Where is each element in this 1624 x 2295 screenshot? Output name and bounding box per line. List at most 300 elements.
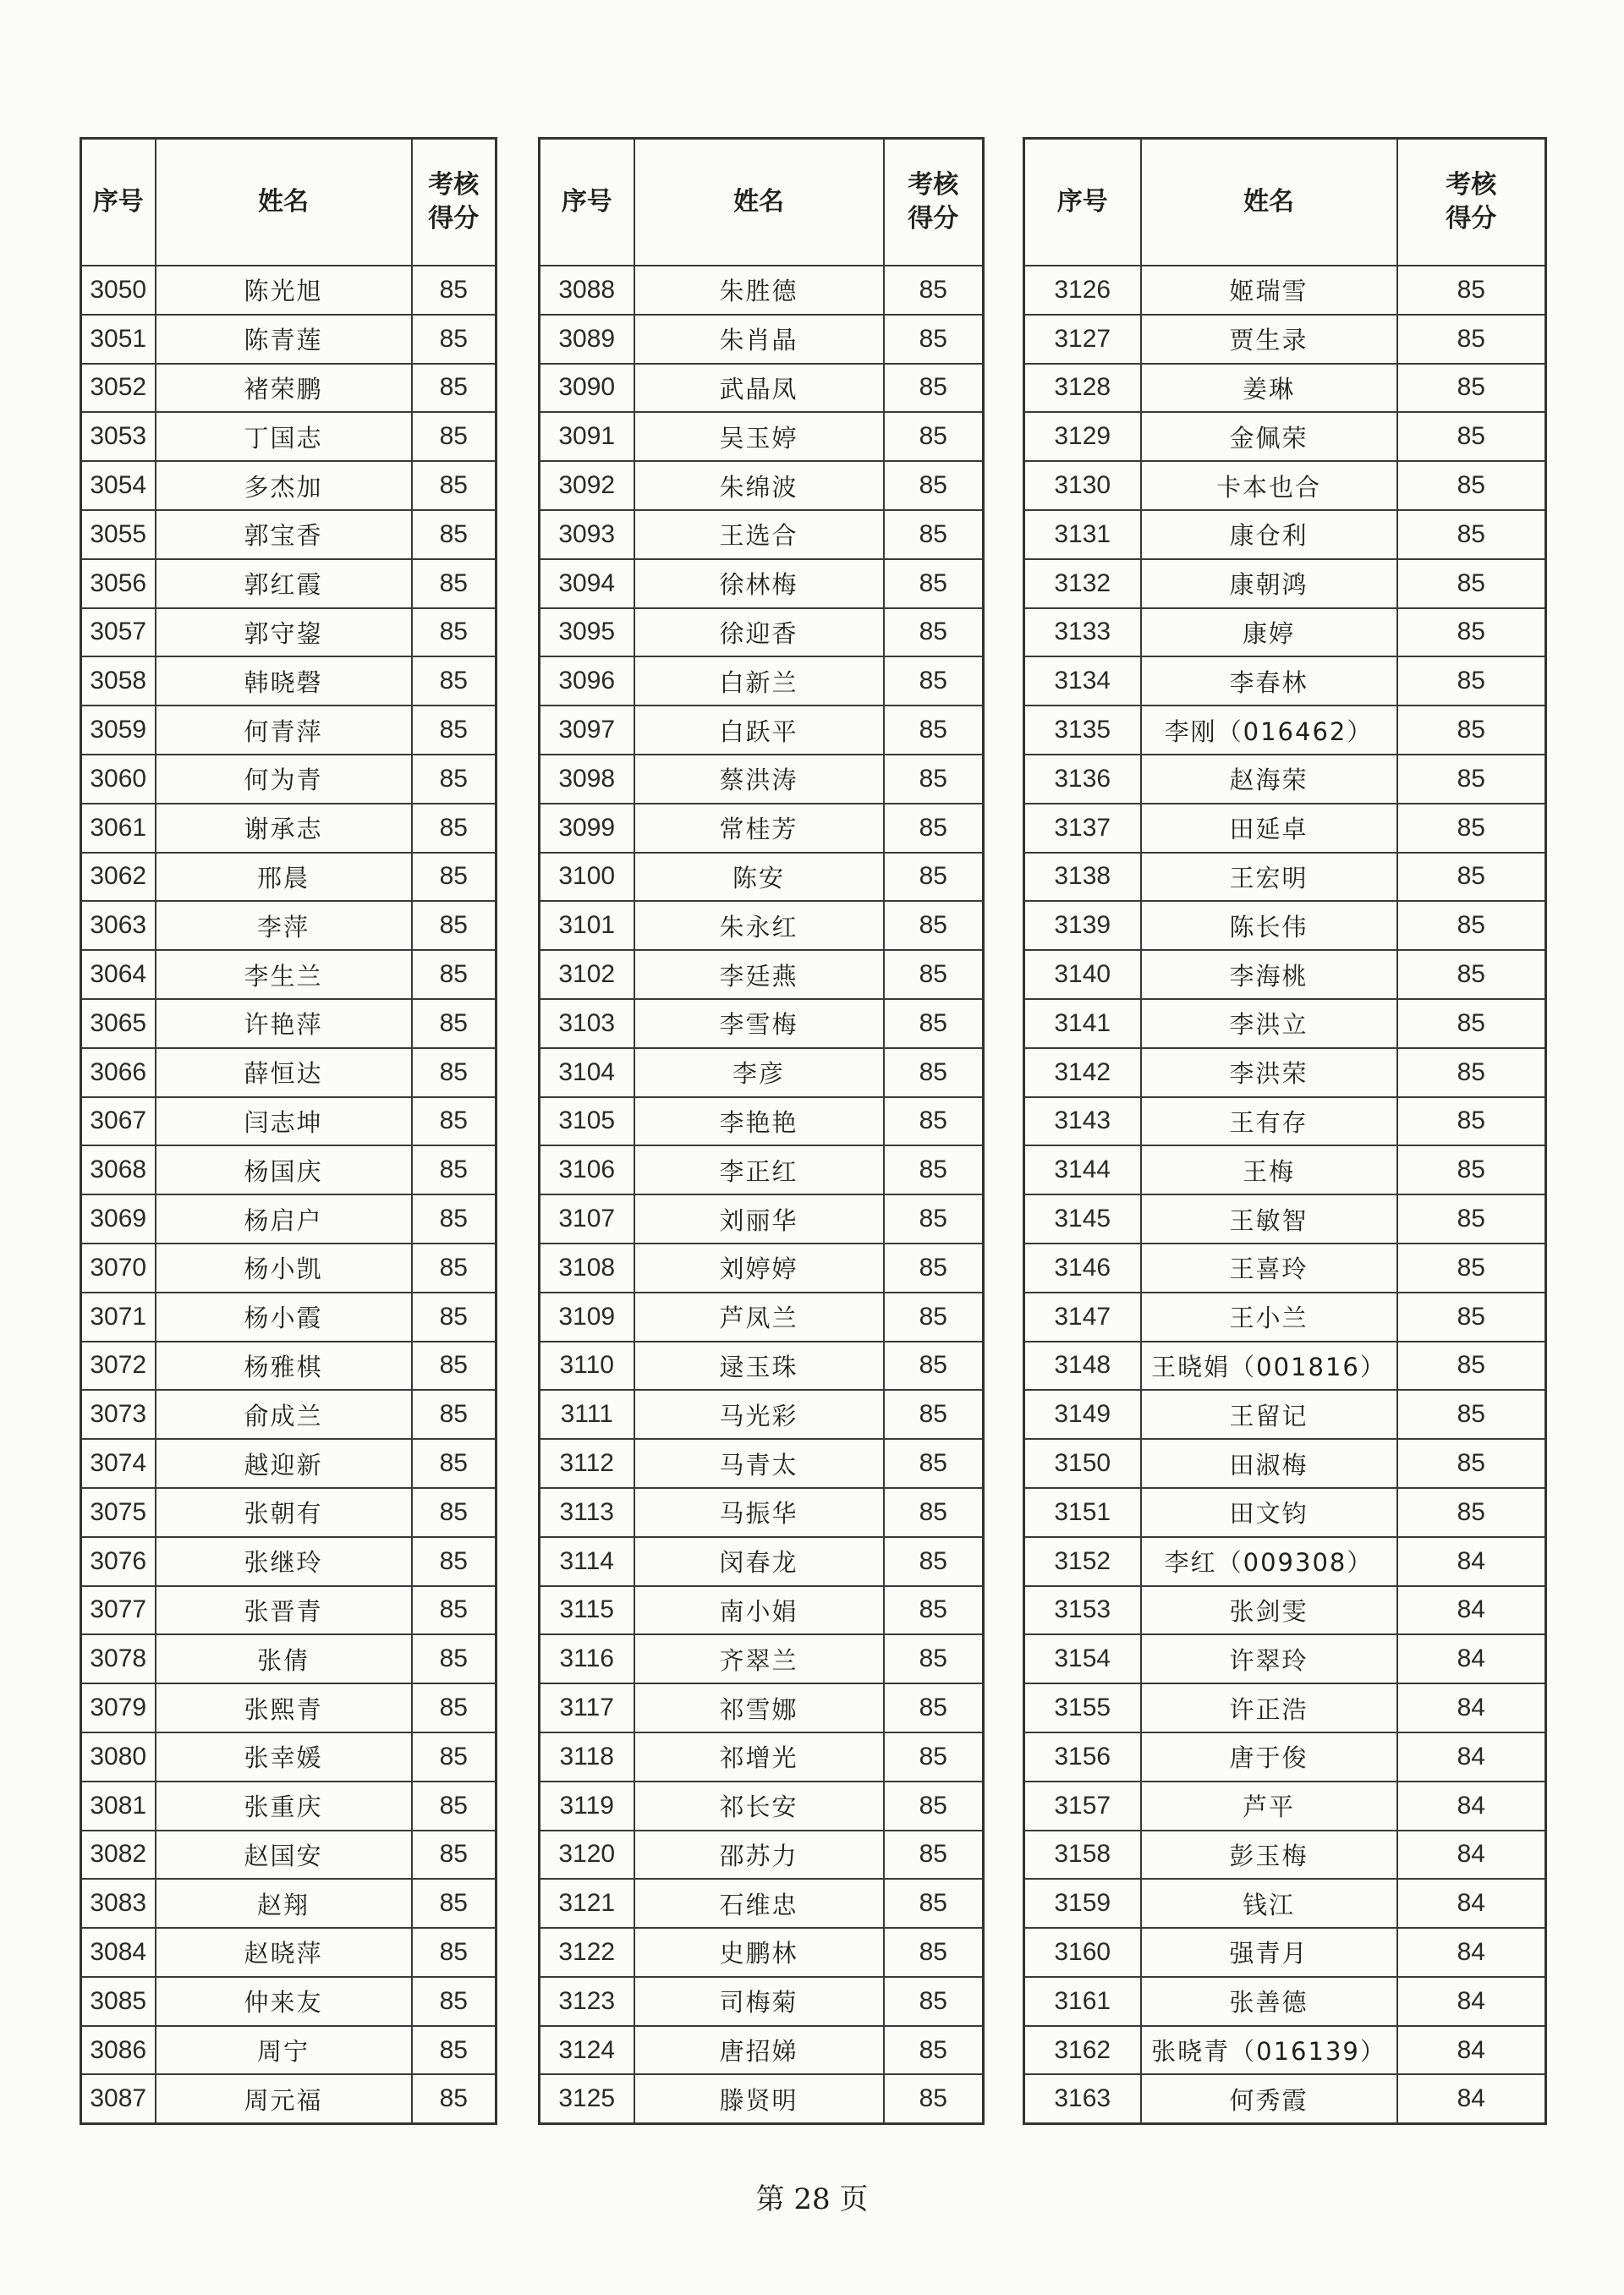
seq-cell: 3159 bbox=[1024, 1879, 1141, 1928]
table-row bbox=[81, 950, 497, 999]
name-cell: 何为青 bbox=[156, 755, 412, 804]
score-cell: 85 bbox=[1397, 804, 1546, 853]
score-cell: 85 bbox=[884, 1390, 984, 1439]
table-row bbox=[1024, 461, 1546, 510]
seq-cell: 3143 bbox=[1024, 1097, 1141, 1146]
name-cell: 杨小霞 bbox=[156, 1293, 412, 1342]
header-seq: 序号 bbox=[540, 139, 634, 266]
seq-cell: 3089 bbox=[540, 315, 634, 364]
seq-cell: 3106 bbox=[540, 1145, 634, 1194]
table-row bbox=[81, 315, 497, 364]
score-cell: 85 bbox=[412, 656, 497, 706]
name-cell: 李彦 bbox=[634, 1048, 884, 1097]
name-cell: 赵国安 bbox=[156, 1831, 412, 1880]
score-cell: 85 bbox=[884, 266, 984, 315]
name-cell: 赵海荣 bbox=[1141, 755, 1397, 804]
seq-cell: 3061 bbox=[81, 804, 156, 853]
name-cell: 芦平 bbox=[1141, 1782, 1397, 1831]
table-row bbox=[540, 1097, 984, 1146]
seq-cell: 3055 bbox=[81, 510, 156, 559]
score-cell: 85 bbox=[884, 804, 984, 853]
name-cell: 刘丽华 bbox=[634, 1194, 884, 1244]
score-cell: 85 bbox=[884, 1683, 984, 1732]
seq-cell: 3100 bbox=[540, 853, 634, 902]
seq-cell: 3077 bbox=[81, 1586, 156, 1635]
seq-cell: 3056 bbox=[81, 559, 156, 608]
score-cell: 85 bbox=[1397, 1048, 1546, 1097]
seq-cell: 3132 bbox=[1024, 559, 1141, 608]
table-row bbox=[81, 1244, 497, 1293]
name-cell: 田淑梅 bbox=[1141, 1439, 1397, 1488]
name-cell: 唐招娣 bbox=[634, 2026, 884, 2075]
seq-cell: 3068 bbox=[81, 1145, 156, 1194]
score-cell: 85 bbox=[412, 1537, 497, 1586]
name-cell: 李红（009308） bbox=[1141, 1537, 1397, 1586]
score-cell: 85 bbox=[884, 1488, 984, 1537]
table-row bbox=[540, 608, 984, 657]
seq-cell: 3145 bbox=[1024, 1194, 1141, 1244]
name-cell: 朱肖晶 bbox=[634, 315, 884, 364]
score-cell: 85 bbox=[412, 1928, 497, 1977]
name-cell: 韩晓磬 bbox=[156, 656, 412, 706]
seq-cell: 3129 bbox=[1024, 412, 1141, 461]
seq-cell: 3130 bbox=[1024, 461, 1141, 510]
score-cell: 85 bbox=[884, 1048, 984, 1097]
name-cell: 朱永红 bbox=[634, 901, 884, 950]
name-cell: 李廷燕 bbox=[634, 950, 884, 999]
seq-cell: 3120 bbox=[540, 1831, 634, 1880]
seq-cell: 3073 bbox=[81, 1390, 156, 1439]
score-cell: 85 bbox=[1397, 656, 1546, 706]
score-cell: 85 bbox=[884, 461, 984, 510]
table-row bbox=[540, 1439, 984, 1488]
table-row bbox=[540, 950, 984, 999]
table-row bbox=[81, 2074, 497, 2123]
seq-cell: 3078 bbox=[81, 1634, 156, 1683]
seq-cell: 3108 bbox=[540, 1244, 634, 1293]
score-cell: 85 bbox=[1397, 315, 1546, 364]
seq-cell: 3104 bbox=[540, 1048, 634, 1097]
score-cell: 85 bbox=[412, 804, 497, 853]
score-cell: 85 bbox=[1397, 461, 1546, 510]
seq-cell: 3091 bbox=[540, 412, 634, 461]
seq-cell: 3121 bbox=[540, 1879, 634, 1928]
score-cell: 85 bbox=[884, 1194, 984, 1244]
table-row bbox=[1024, 901, 1546, 950]
score-cell: 85 bbox=[412, 1977, 497, 2026]
table-row bbox=[81, 1782, 497, 1831]
header-row bbox=[540, 139, 984, 266]
seq-cell: 3140 bbox=[1024, 950, 1141, 999]
name-cell: 钱江 bbox=[1141, 1879, 1397, 1928]
name-cell: 徐林梅 bbox=[634, 559, 884, 608]
seq-cell: 3052 bbox=[81, 364, 156, 413]
name-cell: 王喜玲 bbox=[1141, 1244, 1397, 1293]
score-cell: 84 bbox=[1397, 1928, 1546, 1977]
table-row bbox=[540, 510, 984, 559]
seq-cell: 3127 bbox=[1024, 315, 1141, 364]
table-row bbox=[540, 1145, 984, 1194]
name-cell: 逯玉珠 bbox=[634, 1342, 884, 1391]
header-row bbox=[1024, 139, 1546, 266]
name-cell: 杨雅棋 bbox=[156, 1342, 412, 1391]
name-cell: 刘婷婷 bbox=[634, 1244, 884, 1293]
seq-cell: 3059 bbox=[81, 706, 156, 755]
table-row bbox=[540, 1977, 984, 2026]
score-cell: 85 bbox=[1397, 1390, 1546, 1439]
name-cell: 贾生录 bbox=[1141, 315, 1397, 364]
table-row bbox=[540, 999, 984, 1048]
name-cell: 陈光旭 bbox=[156, 266, 412, 315]
score-cell: 85 bbox=[1397, 901, 1546, 950]
name-cell: 赵翔 bbox=[156, 1879, 412, 1928]
seq-cell: 3139 bbox=[1024, 901, 1141, 950]
name-cell: 齐翠兰 bbox=[634, 1634, 884, 1683]
table-row bbox=[1024, 950, 1546, 999]
name-cell: 朱胜德 bbox=[634, 266, 884, 315]
score-cell: 85 bbox=[884, 1879, 984, 1928]
score-cell: 85 bbox=[412, 901, 497, 950]
table-row bbox=[540, 1928, 984, 1977]
name-cell: 祁长安 bbox=[634, 1782, 884, 1831]
seq-cell: 3153 bbox=[1024, 1586, 1141, 1635]
seq-cell: 3058 bbox=[81, 656, 156, 706]
name-cell: 越迎新 bbox=[156, 1439, 412, 1488]
name-cell: 郭守鋆 bbox=[156, 608, 412, 657]
seq-cell: 3112 bbox=[540, 1439, 634, 1488]
name-cell: 强青月 bbox=[1141, 1928, 1397, 1977]
score-cell: 85 bbox=[1397, 853, 1546, 902]
table-row bbox=[1024, 853, 1546, 902]
name-cell: 杨小凯 bbox=[156, 1244, 412, 1293]
score-cell: 85 bbox=[412, 755, 497, 804]
score-cell: 84 bbox=[1397, 2074, 1546, 2123]
name-cell: 朱绵波 bbox=[634, 461, 884, 510]
score-cell: 85 bbox=[412, 1097, 497, 1146]
score-cell: 84 bbox=[1397, 1977, 1546, 2026]
table-row bbox=[540, 2074, 984, 2123]
name-cell: 张熙青 bbox=[156, 1683, 412, 1732]
table-row bbox=[540, 1634, 984, 1683]
header-name: 姓名 bbox=[634, 139, 884, 266]
seq-cell: 3103 bbox=[540, 999, 634, 1048]
seq-cell: 3157 bbox=[1024, 1782, 1141, 1831]
score-cell: 85 bbox=[1397, 1097, 1546, 1146]
name-cell: 郭宝香 bbox=[156, 510, 412, 559]
score-cell: 85 bbox=[412, 2074, 497, 2123]
name-cell: 张幸媛 bbox=[156, 1732, 412, 1782]
seq-cell: 3150 bbox=[1024, 1439, 1141, 1488]
name-cell: 南小娟 bbox=[634, 1586, 884, 1635]
seq-cell: 3051 bbox=[81, 315, 156, 364]
name-cell: 蔡洪涛 bbox=[634, 755, 884, 804]
score-cell: 85 bbox=[412, 412, 497, 461]
score-cell: 85 bbox=[412, 853, 497, 902]
name-cell: 邵苏力 bbox=[634, 1831, 884, 1880]
name-cell: 陈长伟 bbox=[1141, 901, 1397, 950]
score-cell: 84 bbox=[1397, 1879, 1546, 1928]
table-row bbox=[540, 1831, 984, 1880]
score-cell: 85 bbox=[1397, 1342, 1546, 1391]
seq-cell: 3125 bbox=[540, 2074, 634, 2123]
score-cell: 85 bbox=[884, 2026, 984, 2075]
table-row bbox=[1024, 315, 1546, 364]
score-cell: 85 bbox=[884, 1342, 984, 1391]
score-cell: 85 bbox=[412, 1683, 497, 1732]
table-row bbox=[1024, 1194, 1546, 1244]
score-cell: 85 bbox=[412, 1390, 497, 1439]
table-row bbox=[540, 364, 984, 413]
table-row bbox=[540, 412, 984, 461]
seq-cell: 3107 bbox=[540, 1194, 634, 1244]
score-cell: 85 bbox=[884, 2074, 984, 2123]
name-cell: 司梅菊 bbox=[634, 1977, 884, 2026]
table-row bbox=[81, 755, 497, 804]
name-cell: 唐于俊 bbox=[1141, 1732, 1397, 1782]
score-cell: 85 bbox=[1397, 1145, 1546, 1194]
seq-cell: 3088 bbox=[540, 266, 634, 315]
seq-cell: 3158 bbox=[1024, 1831, 1141, 1880]
table-row bbox=[81, 608, 497, 657]
table-row bbox=[81, 1879, 497, 1928]
seq-cell: 3141 bbox=[1024, 999, 1141, 1048]
seq-cell: 3131 bbox=[1024, 510, 1141, 559]
score-cell: 84 bbox=[1397, 2026, 1546, 2075]
table-row bbox=[540, 656, 984, 706]
seq-cell: 3118 bbox=[540, 1732, 634, 1782]
table-row bbox=[540, 1048, 984, 1097]
score-cell: 85 bbox=[884, 706, 984, 755]
score-cell: 85 bbox=[1397, 412, 1546, 461]
seq-cell: 3098 bbox=[540, 755, 634, 804]
table-row bbox=[1024, 1782, 1546, 1831]
seq-cell: 3079 bbox=[81, 1683, 156, 1732]
table-row bbox=[81, 1634, 497, 1683]
seq-cell: 3064 bbox=[81, 950, 156, 999]
name-cell: 李洪荣 bbox=[1141, 1048, 1397, 1097]
score-table-1 bbox=[80, 137, 497, 2125]
table-row bbox=[1024, 2026, 1546, 2075]
page-number: 第 28 页 bbox=[755, 2182, 869, 2216]
table-row bbox=[81, 510, 497, 559]
name-cell: 李春林 bbox=[1141, 656, 1397, 706]
name-cell: 丁国志 bbox=[156, 412, 412, 461]
score-cell: 84 bbox=[1397, 1537, 1546, 1586]
name-cell: 张重庆 bbox=[156, 1782, 412, 1831]
score-cell: 85 bbox=[412, 1145, 497, 1194]
seq-cell: 3134 bbox=[1024, 656, 1141, 706]
score-cell: 85 bbox=[412, 1293, 497, 1342]
score-cell: 85 bbox=[412, 1634, 497, 1683]
seq-cell: 3146 bbox=[1024, 1244, 1141, 1293]
score-cell: 85 bbox=[884, 510, 984, 559]
name-cell: 闫志坤 bbox=[156, 1097, 412, 1146]
seq-cell: 3122 bbox=[540, 1928, 634, 1977]
table-row bbox=[540, 1194, 984, 1244]
name-cell: 张继玲 bbox=[156, 1537, 412, 1586]
table-row bbox=[540, 901, 984, 950]
seq-cell: 3095 bbox=[540, 608, 634, 657]
seq-cell: 3094 bbox=[540, 559, 634, 608]
name-cell: 田延卓 bbox=[1141, 804, 1397, 853]
name-cell: 王小兰 bbox=[1141, 1293, 1397, 1342]
name-cell: 王晓娟（001816） bbox=[1141, 1342, 1397, 1391]
name-cell: 李洪立 bbox=[1141, 999, 1397, 1048]
table-row bbox=[540, 1586, 984, 1635]
score-cell: 85 bbox=[412, 266, 497, 315]
seq-cell: 3050 bbox=[81, 266, 156, 315]
score-cell: 85 bbox=[412, 1732, 497, 1782]
score-cell: 85 bbox=[1397, 1488, 1546, 1537]
name-cell: 王选合 bbox=[634, 510, 884, 559]
seq-cell: 3126 bbox=[1024, 266, 1141, 315]
name-cell: 闵春龙 bbox=[634, 1537, 884, 1586]
seq-cell: 3060 bbox=[81, 755, 156, 804]
name-cell: 俞成兰 bbox=[156, 1390, 412, 1439]
name-cell: 张剑雯 bbox=[1141, 1586, 1397, 1635]
table-row bbox=[540, 1732, 984, 1782]
score-cell: 85 bbox=[1397, 999, 1546, 1048]
table-row bbox=[1024, 1732, 1546, 1782]
table-row bbox=[540, 706, 984, 755]
table-row bbox=[540, 559, 984, 608]
table-row bbox=[540, 1390, 984, 1439]
name-cell: 滕贤明 bbox=[634, 2074, 884, 2123]
seq-cell: 3128 bbox=[1024, 364, 1141, 413]
score-cell: 85 bbox=[884, 364, 984, 413]
name-cell: 吴玉婷 bbox=[634, 412, 884, 461]
name-cell: 金佩荣 bbox=[1141, 412, 1397, 461]
header-name: 姓名 bbox=[156, 139, 412, 266]
name-cell: 王梅 bbox=[1141, 1145, 1397, 1194]
seq-cell: 3142 bbox=[1024, 1048, 1141, 1097]
table-row bbox=[1024, 999, 1546, 1048]
seq-cell: 3054 bbox=[81, 461, 156, 510]
name-cell: 李正红 bbox=[634, 1145, 884, 1194]
name-cell: 石维忠 bbox=[634, 1879, 884, 1928]
name-cell: 卡本也合 bbox=[1141, 461, 1397, 510]
table-row bbox=[81, 656, 497, 706]
table-row bbox=[1024, 364, 1546, 413]
seq-cell: 3163 bbox=[1024, 2074, 1141, 2123]
table-row bbox=[540, 1293, 984, 1342]
table-row bbox=[81, 1586, 497, 1635]
seq-cell: 3135 bbox=[1024, 706, 1141, 755]
seq-cell: 3162 bbox=[1024, 2026, 1141, 2075]
name-cell: 许翠玲 bbox=[1141, 1634, 1397, 1683]
seq-cell: 3082 bbox=[81, 1831, 156, 1880]
name-cell: 张晋青 bbox=[156, 1586, 412, 1635]
header-score: 考核 得分 bbox=[412, 139, 497, 266]
name-cell: 姜琳 bbox=[1141, 364, 1397, 413]
name-cell: 芦凤兰 bbox=[634, 1293, 884, 1342]
name-cell: 王留记 bbox=[1141, 1390, 1397, 1439]
score-cell: 85 bbox=[412, 608, 497, 657]
score-cell: 85 bbox=[884, 1928, 984, 1977]
table-row bbox=[81, 266, 497, 315]
score-cell: 85 bbox=[884, 1732, 984, 1782]
seq-cell: 3092 bbox=[540, 461, 634, 510]
table-row bbox=[540, 266, 984, 315]
table-row bbox=[81, 412, 497, 461]
score-cell: 85 bbox=[412, 1488, 497, 1537]
name-cell: 周元福 bbox=[156, 2074, 412, 2123]
table-row bbox=[540, 461, 984, 510]
seq-cell: 3110 bbox=[540, 1342, 634, 1391]
seq-cell: 3087 bbox=[81, 2074, 156, 2123]
seq-cell: 3071 bbox=[81, 1293, 156, 1342]
name-cell: 张倩 bbox=[156, 1634, 412, 1683]
seq-cell: 3133 bbox=[1024, 608, 1141, 657]
header-row bbox=[81, 139, 497, 266]
score-cell: 85 bbox=[1397, 755, 1546, 804]
table-row bbox=[540, 1879, 984, 1928]
score-cell: 85 bbox=[412, 1048, 497, 1097]
seq-cell: 3161 bbox=[1024, 1977, 1141, 2026]
table-row bbox=[1024, 706, 1546, 755]
name-cell: 徐迎香 bbox=[634, 608, 884, 657]
score-cell: 85 bbox=[884, 1145, 984, 1194]
name-cell: 薛恒达 bbox=[156, 1048, 412, 1097]
table-row bbox=[81, 364, 497, 413]
score-cell: 85 bbox=[1397, 1439, 1546, 1488]
seq-cell: 3072 bbox=[81, 1342, 156, 1391]
name-cell: 李艳艳 bbox=[634, 1097, 884, 1146]
seq-cell: 3124 bbox=[540, 2026, 634, 2075]
table-row bbox=[1024, 1831, 1546, 1880]
score-cell: 85 bbox=[412, 1831, 497, 1880]
score-cell: 85 bbox=[412, 999, 497, 1048]
seq-cell: 3115 bbox=[540, 1586, 634, 1635]
table-row bbox=[81, 461, 497, 510]
seq-cell: 3117 bbox=[540, 1683, 634, 1732]
seq-cell: 3081 bbox=[81, 1782, 156, 1831]
name-cell: 康婷 bbox=[1141, 608, 1397, 657]
seq-cell: 3075 bbox=[81, 1488, 156, 1537]
score-cell: 85 bbox=[884, 656, 984, 706]
name-cell: 马光彩 bbox=[634, 1390, 884, 1439]
table-row bbox=[540, 1683, 984, 1732]
score-cell: 85 bbox=[884, 1634, 984, 1683]
score-cell: 85 bbox=[412, 1782, 497, 1831]
header-seq: 序号 bbox=[1024, 139, 1141, 266]
name-cell: 张善德 bbox=[1141, 1977, 1397, 2026]
seq-cell: 3114 bbox=[540, 1537, 634, 1586]
score-cell: 85 bbox=[884, 755, 984, 804]
seq-cell: 3101 bbox=[540, 901, 634, 950]
score-cell: 85 bbox=[884, 1537, 984, 1586]
seq-cell: 3160 bbox=[1024, 1928, 1141, 1977]
score-cell: 85 bbox=[412, 315, 497, 364]
name-cell: 王敏智 bbox=[1141, 1194, 1397, 1244]
seq-cell: 3083 bbox=[81, 1879, 156, 1928]
name-cell: 姬瑞雪 bbox=[1141, 266, 1397, 315]
table-row bbox=[540, 755, 984, 804]
table-row bbox=[81, 1537, 497, 1586]
seq-cell: 3080 bbox=[81, 1732, 156, 1782]
score-cell: 85 bbox=[884, 999, 984, 1048]
score-cell: 85 bbox=[1397, 1244, 1546, 1293]
table-row bbox=[81, 1683, 497, 1732]
seq-cell: 3156 bbox=[1024, 1732, 1141, 1782]
score-cell: 85 bbox=[884, 1831, 984, 1880]
table-row bbox=[1024, 1145, 1546, 1194]
score-cell: 85 bbox=[1397, 608, 1546, 657]
name-cell: 田文钧 bbox=[1141, 1488, 1397, 1537]
score-cell: 85 bbox=[1397, 1194, 1546, 1244]
table-row bbox=[540, 804, 984, 853]
seq-cell: 3070 bbox=[81, 1244, 156, 1293]
